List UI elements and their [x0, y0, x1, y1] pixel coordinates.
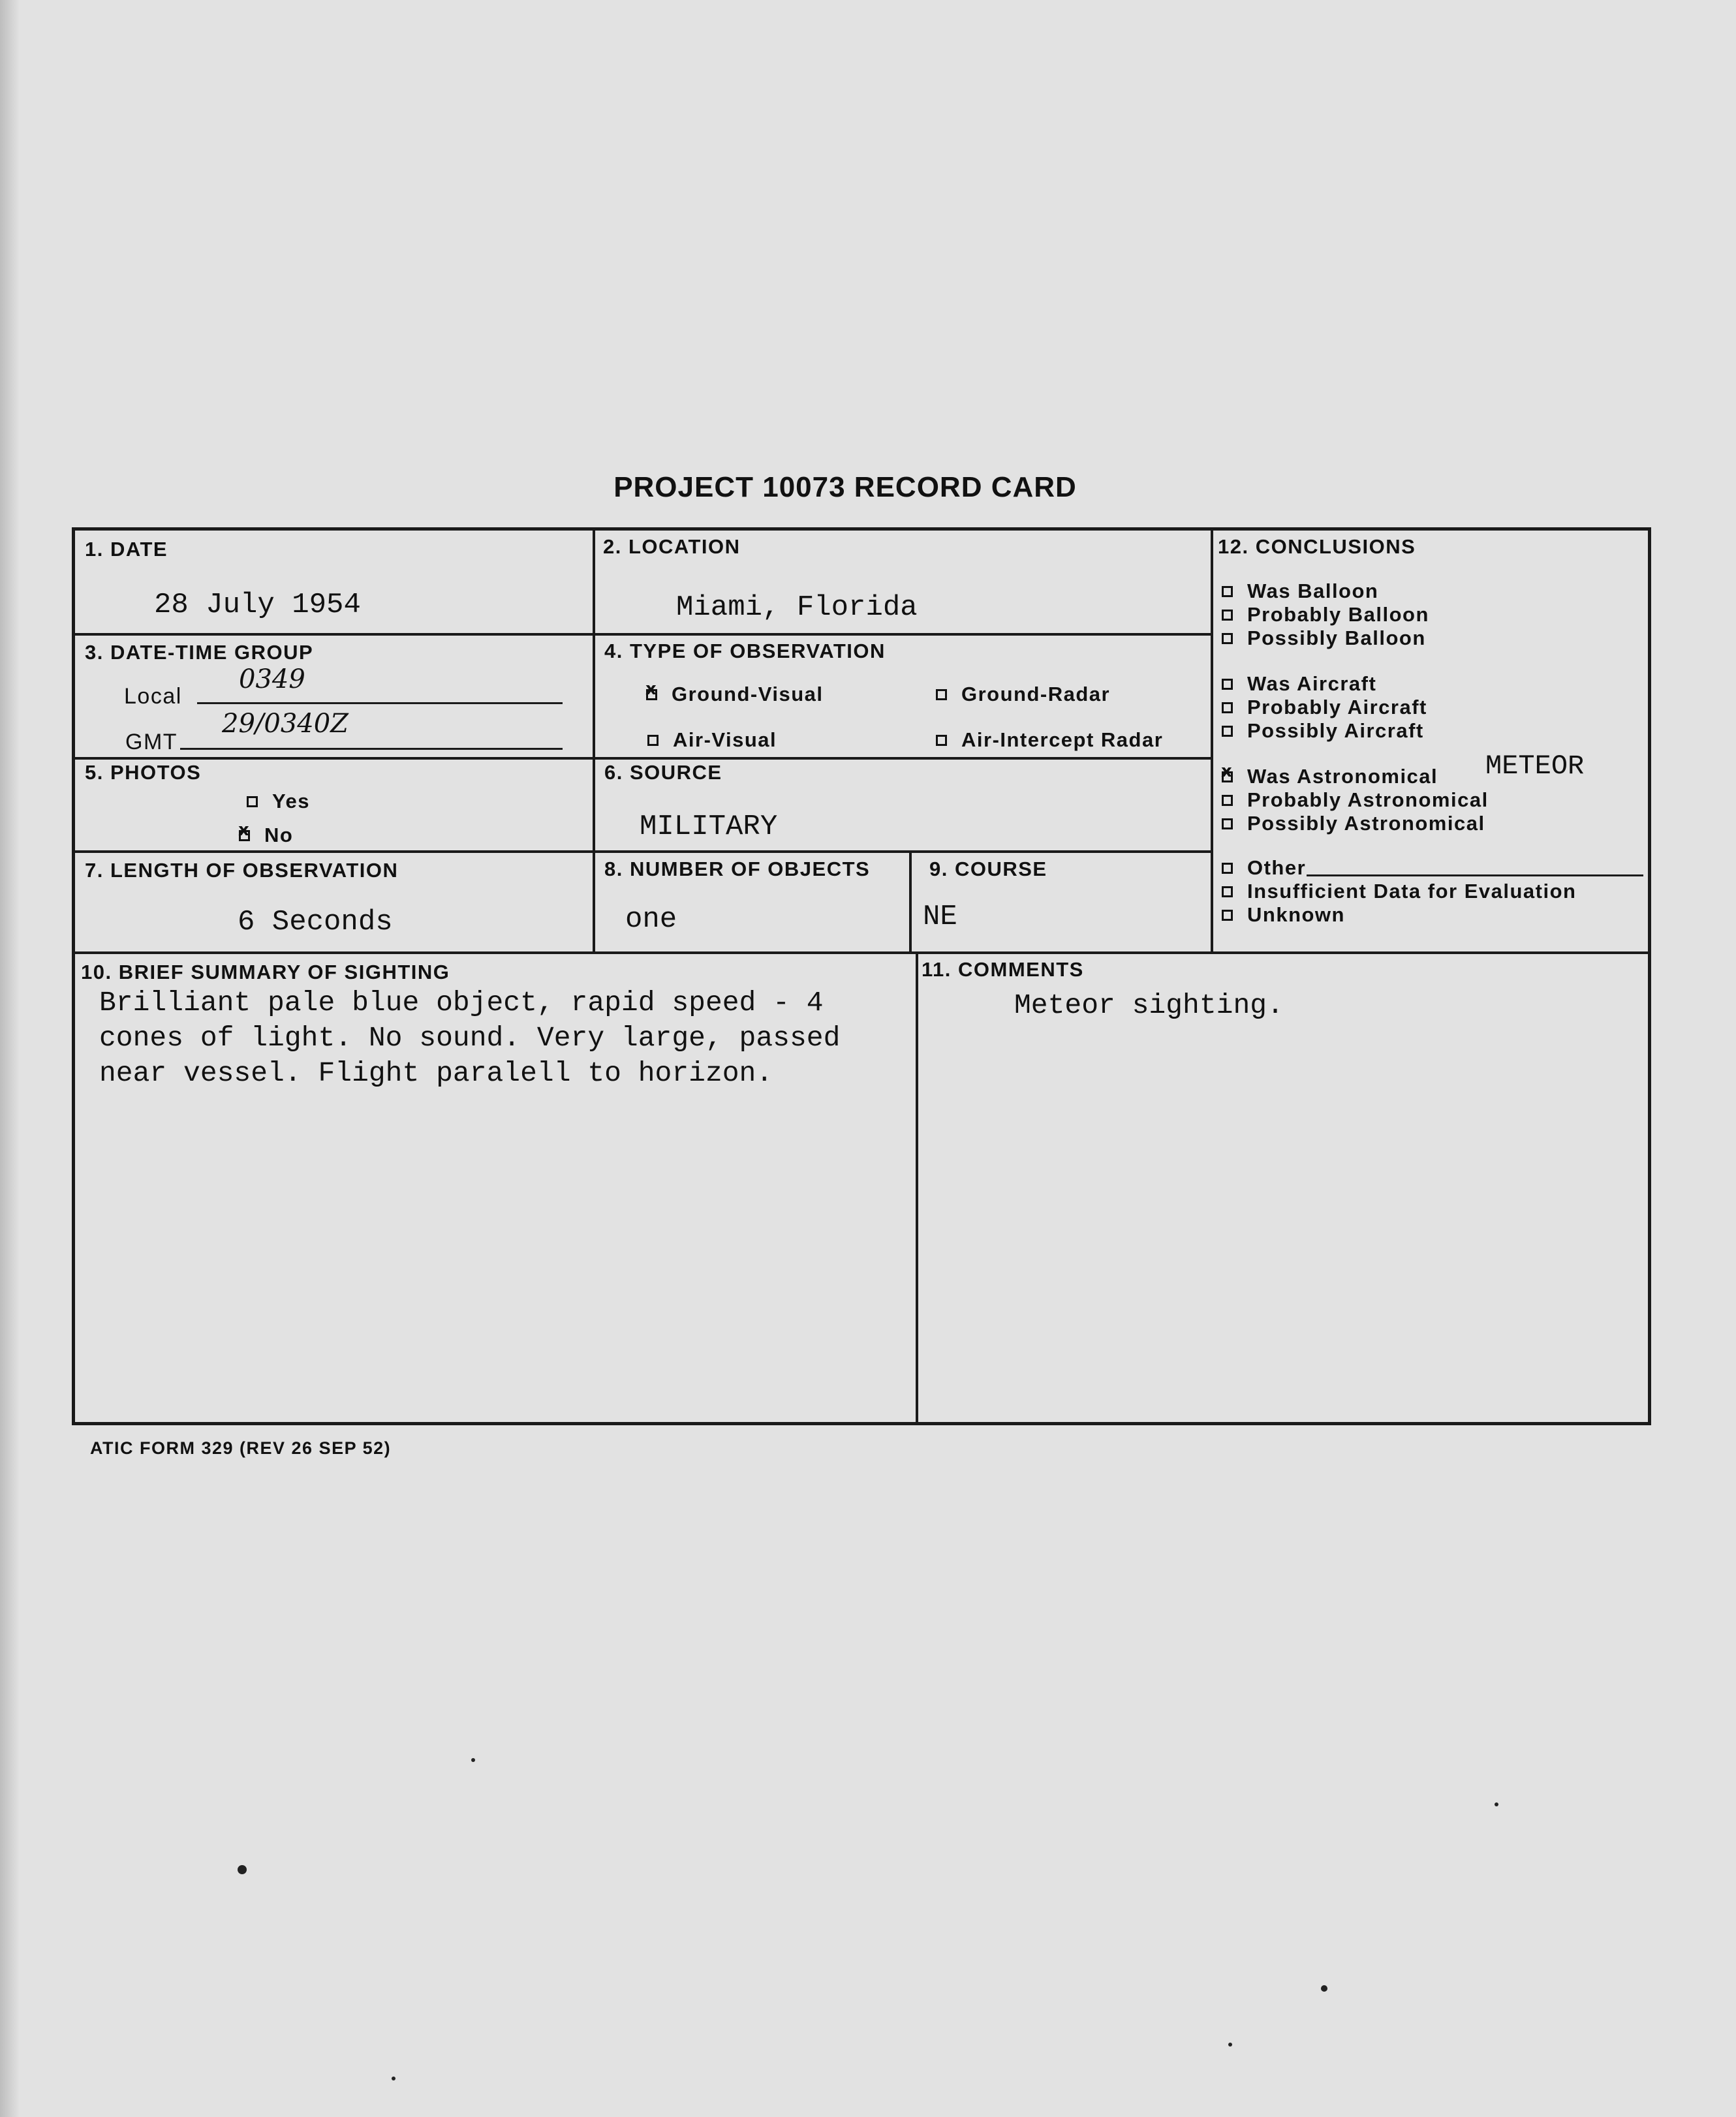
checkbox-icon: [1222, 679, 1233, 690]
photos-label: 5. PHOTOS: [85, 761, 202, 784]
local-underline: [197, 702, 563, 704]
divider: [72, 757, 1212, 760]
summary-text: Brilliant pale blue object, rapid speed - 4 cones of light. No sound. Very large, passed near vessel. Flight paralell to horizon.: [99, 987, 841, 1089]
source-value: MILITARY: [640, 811, 778, 843]
comments-label: 11. COMMENTS: [922, 958, 1084, 981]
source-label: 6. SOURCE: [604, 761, 722, 784]
checkbox-icon: [239, 830, 250, 841]
local-value: 0349: [239, 664, 305, 694]
location-label: 2. LOCATION: [603, 535, 741, 558]
gmt-underline: [180, 748, 563, 750]
observation-option-ground-visual: x Ground-Visual: [646, 683, 824, 706]
checkbox-icon: [936, 689, 947, 700]
comments-text: Meteor sighting.: [1014, 989, 1284, 1021]
observation-option-air-intercept-radar: Air-Intercept Radar: [936, 728, 1163, 752]
gmt-label: GMT: [125, 730, 178, 754]
form-number: ATIC FORM 329 (REV 26 SEP 52): [90, 1438, 392, 1458]
conclusion-possibly-aircraft: Possibly Aircraft: [1222, 719, 1424, 743]
astronomical-note: METEOR: [1485, 750, 1585, 782]
course-label: 9. COURSE: [929, 858, 1047, 880]
checkbox-icon: [1222, 863, 1233, 874]
checkbox-icon: [936, 735, 947, 746]
scan-speck: [238, 1865, 247, 1874]
scan-speck: [471, 1758, 475, 1762]
checkbox-icon: [1222, 886, 1233, 897]
divider: [1211, 527, 1213, 953]
checkbox-icon: [1222, 586, 1233, 597]
divider: [72, 951, 1651, 954]
local-label: Local: [124, 684, 182, 709]
scan-speck: [1228, 2043, 1232, 2047]
length-label: 7. LENGTH OF OBSERVATION: [85, 859, 399, 882]
observation-option-air-visual: Air-Visual: [647, 728, 777, 752]
conclusion-unknown: Unknown: [1222, 903, 1345, 927]
date-value: 28 July 1954: [154, 589, 361, 621]
checkbox-icon: [1222, 910, 1233, 921]
location-value: Miami, Florida: [676, 591, 918, 624]
divider: [916, 951, 918, 1425]
checkbox-icon: [1222, 610, 1233, 621]
checkbox-icon: [647, 735, 659, 746]
conclusion-insufficient-data: Insufficient Data for Evaluation: [1222, 880, 1576, 903]
conclusion-other: Other: [1222, 856, 1306, 880]
number-of-objects-value: one: [625, 903, 677, 936]
divider: [909, 850, 912, 953]
conclusion-probably-aircraft: Probably Aircraft: [1222, 696, 1427, 719]
gmt-value: 29/0340Z: [222, 709, 349, 739]
datetime-label: 3. DATE-TIME GROUP: [85, 641, 314, 664]
checkbox-icon: [247, 796, 258, 807]
checkbox-icon: [1222, 771, 1233, 782]
checkbox-icon: [1222, 633, 1233, 644]
observation-option-ground-radar: Ground-Radar: [936, 683, 1110, 706]
conclusion-was-astronomical: x Was Astronomical: [1222, 765, 1438, 788]
checkbox-icon: [646, 689, 657, 700]
card-title: PROJECT 10073 RECORD CARD: [613, 471, 1077, 503]
conclusion-probably-balloon: Probably Balloon: [1222, 603, 1429, 626]
conclusion-was-balloon: Was Balloon: [1222, 579, 1378, 603]
checkbox-icon: [1222, 795, 1233, 806]
type-of-observation-label: 4. TYPE OF OBSERVATION: [604, 640, 886, 662]
conclusions-label: 12. CONCLUSIONS: [1218, 535, 1416, 558]
course-value: NE: [923, 901, 957, 933]
photos-option-no: x No: [239, 824, 293, 847]
conclusion-probably-astronomical: Probably Astronomical: [1222, 788, 1489, 812]
length-value: 6 Seconds: [238, 906, 393, 938]
conclusion-possibly-balloon: Possibly Balloon: [1222, 626, 1426, 650]
other-underline: [1307, 874, 1643, 876]
checkbox-icon: [1222, 818, 1233, 829]
scan-edge: [0, 0, 20, 2117]
checkbox-icon: [1222, 702, 1233, 713]
number-of-objects-label: 8. NUMBER OF OBJECTS: [604, 858, 871, 880]
conclusion-was-aircraft: Was Aircraft: [1222, 672, 1376, 696]
scan-speck: [1495, 1802, 1498, 1806]
divider: [72, 633, 1212, 636]
conclusion-possibly-astronomical: Possibly Astronomical: [1222, 812, 1485, 835]
divider: [72, 850, 1212, 853]
summary-label: 10. BRIEF SUMMARY OF SIGHTING: [81, 961, 450, 983]
checkbox-icon: [1222, 726, 1233, 737]
photos-option-yes: Yes: [247, 790, 310, 813]
scan-speck: [392, 2077, 395, 2080]
divider: [593, 527, 595, 953]
date-label: 1. DATE: [85, 538, 168, 561]
scan-speck: [1321, 1985, 1327, 1992]
